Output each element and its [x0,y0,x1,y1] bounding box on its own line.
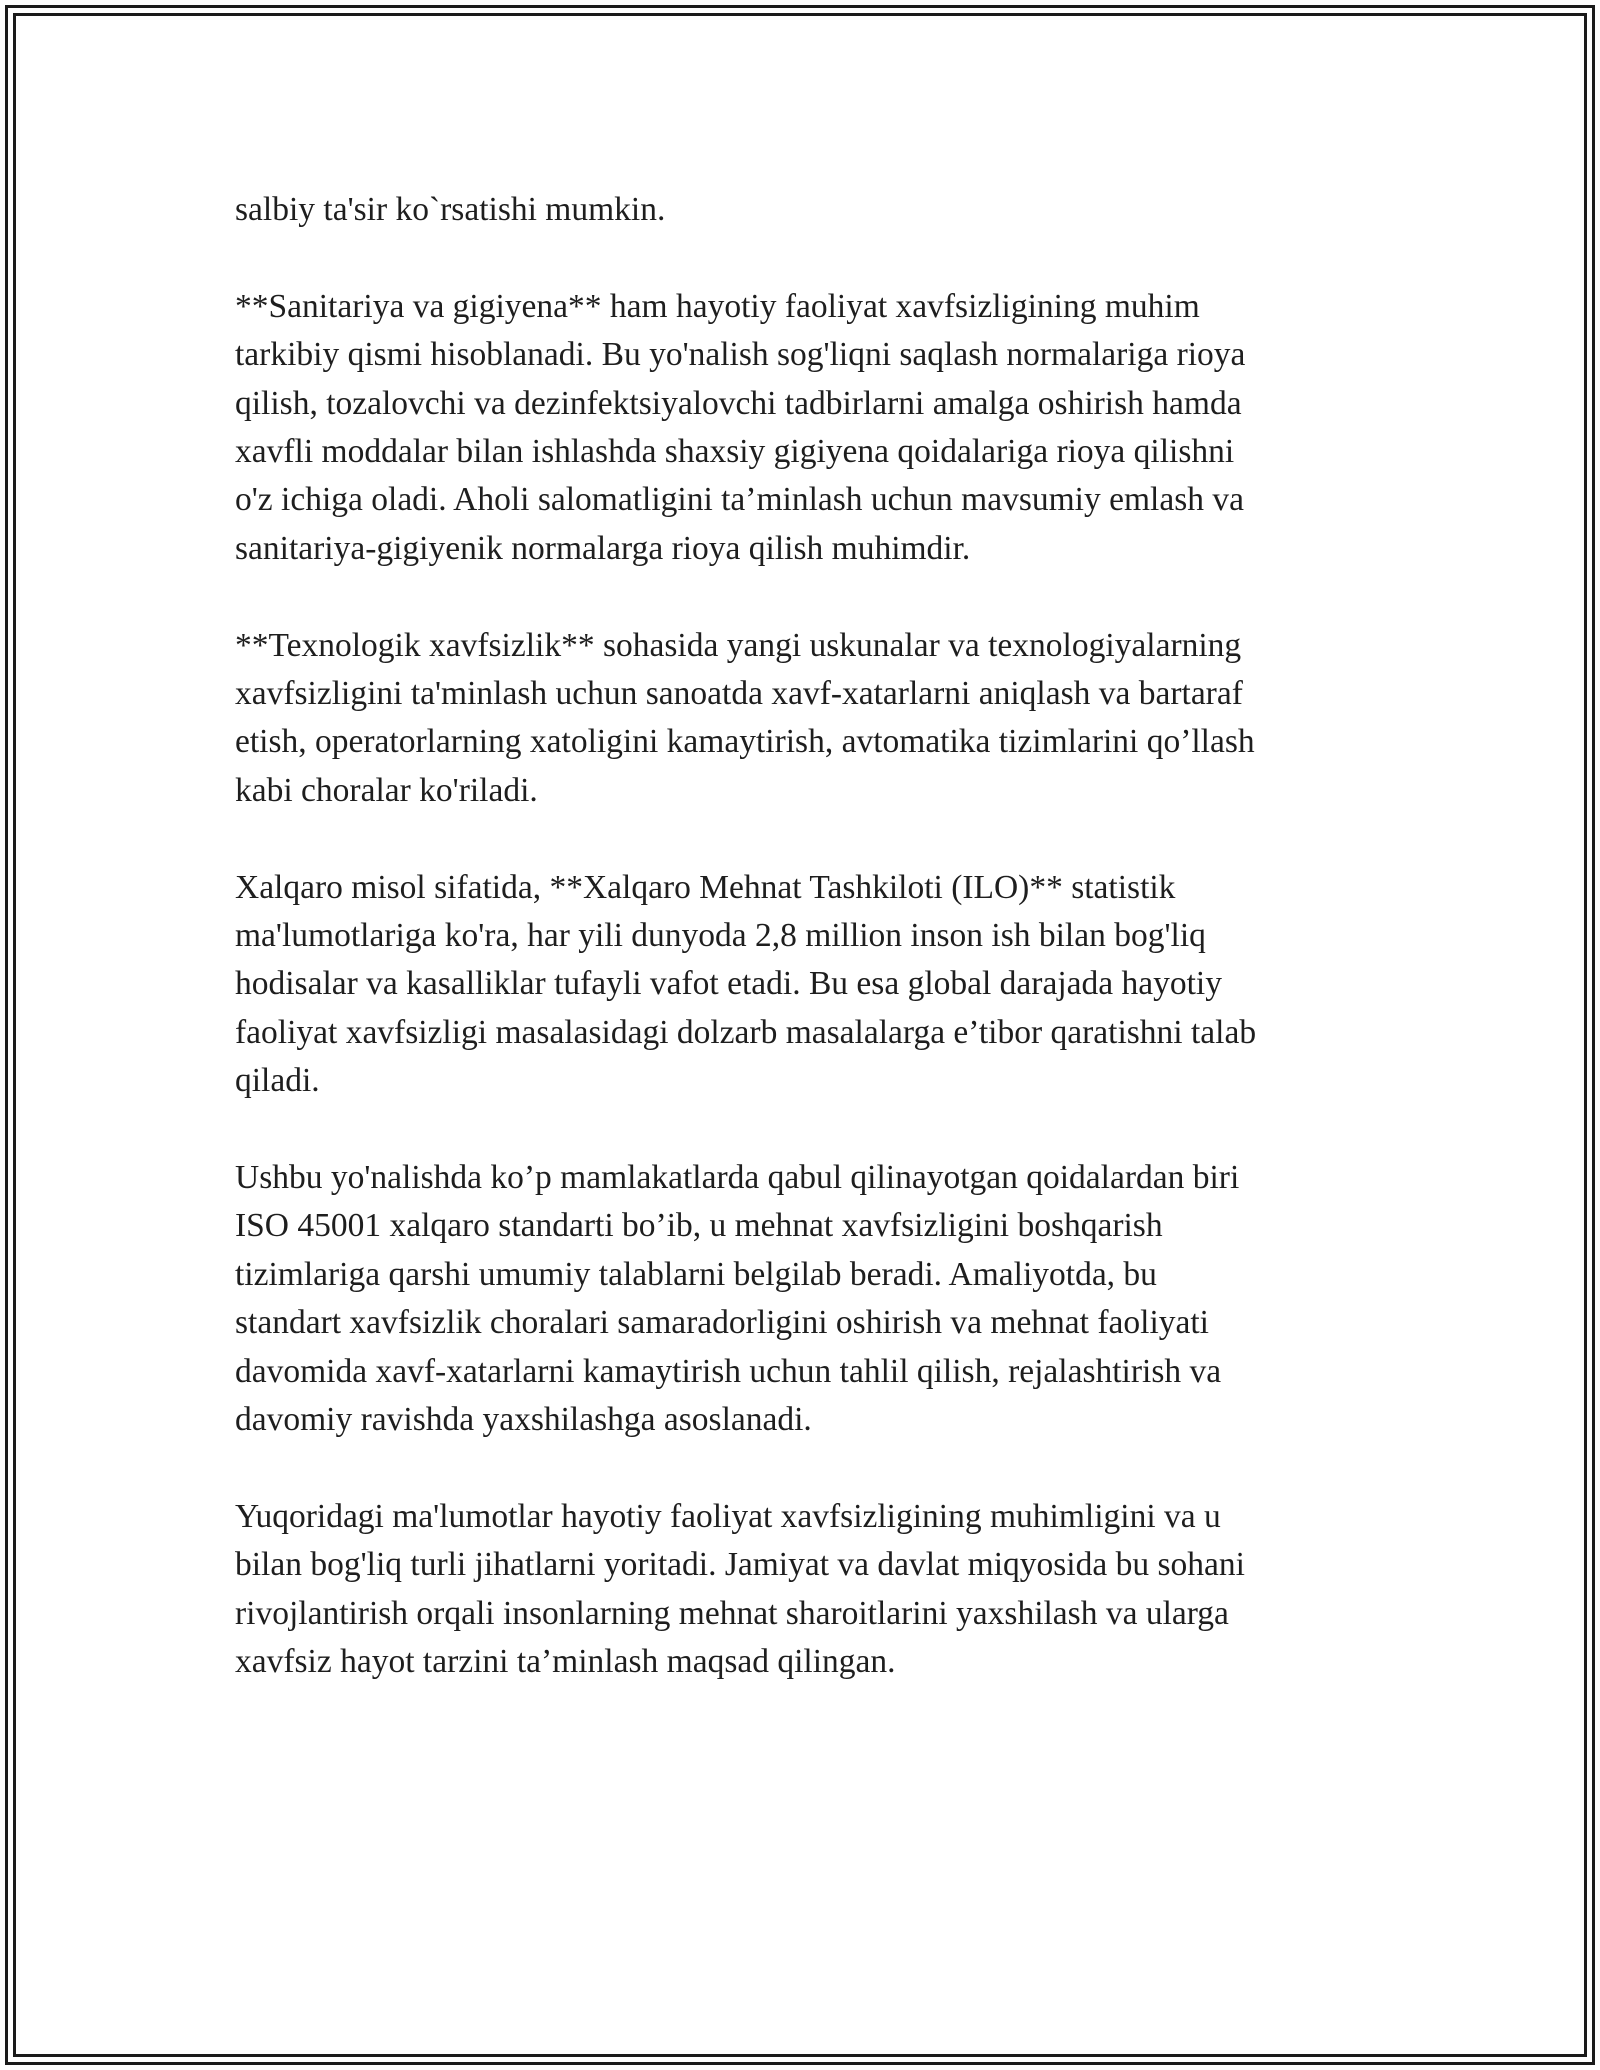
paragraph-ilo-statistics: Xalqaro misol sifatida, **Xalqaro Mehnat Tashkiloti (ILO)** statistik ma'lumotlariga ko'ra, har yili dunyoda 2,8 million inson ish bilan bog'liq hodisalar va kasalliklar tufayli vafot etadi. Bu esa global darajada hayotiy faoliyat xavfsizligi masalasidagi dolzarb masalalarga e’tibor qaratishni talab qiladi. [235,868,1257,1100]
paragraph-iso-45001: Ushbu yo'nalishda ko’p mamlakatlarda qabul qilinayotgan qoidalardan biri ISO 45001 xalqaro standarti bo’ib, u mehnat xavfsizligini boshqarish tizimlariga qarshi umumiy talablarni belgilab beradi. Amaliyotda, bu standart xavfsizlik choralari samaradorligini oshirish va mehnat faoliyati davomida xavf-xatarlarni kamaytirish uchun tahlil qilish, rejalashtirish va davomiy ravishda yaxshilashga asoslanadi. [235,1159,1240,1439]
document-body [235,186,1365,1735]
paragraph-sanitation: **Sanitariya va gigiyena** ham hayotiy faoliyat xavfsizligining muhim tarkibiy qismi hisoblanadi. Bu yo'nalish sog'liqni saqlash normalariga rioya qilish, tozalovchi va dezinfektsiyalovchi tadbirlarni amalga oshirish hamda xavfli moddalar bilan ishlashda shaxsiy gigiyena qoidalariga rioya qilishni o'z ichiga oladi. Aholi salomatligini ta’minlash uchun mavsumiy emlash va sanitariya-gigiyenik normalarga rioya qilish muhimdir. [235,287,1246,567]
paragraph-technological-safety: **Texnologik xavfsizlik** sohasida yangi uskunalar va texnologiyalarning xavfsizligini ta'minlash uchun sanoatda xavf-xatarlarni aniqlash va bartaraf etish, operatorlarning xatoligini kamaytirish, avtomatika tizimlarini qo’llash kabi choralar ko'riladi. [235,626,1255,809]
paragraph-conclusion: Yuqoridagi ma'lumotlar hayotiy faoliyat xavfsizligining muhimligini va u bilan bog'liq turli jihatlarni yoritadi. Jamiyat va davlat miqyosida bu sohani rivojlantirish orqali insonlarning mehnat sharoitlarini yaxshilash va ularga xavfsiz hayot tarzini ta’minlash maqsad qilingan. [235,1497,1245,1681]
paragraph-intro-tail: salbiy ta'sir ko`rsatishi mumkin. [235,191,666,228]
